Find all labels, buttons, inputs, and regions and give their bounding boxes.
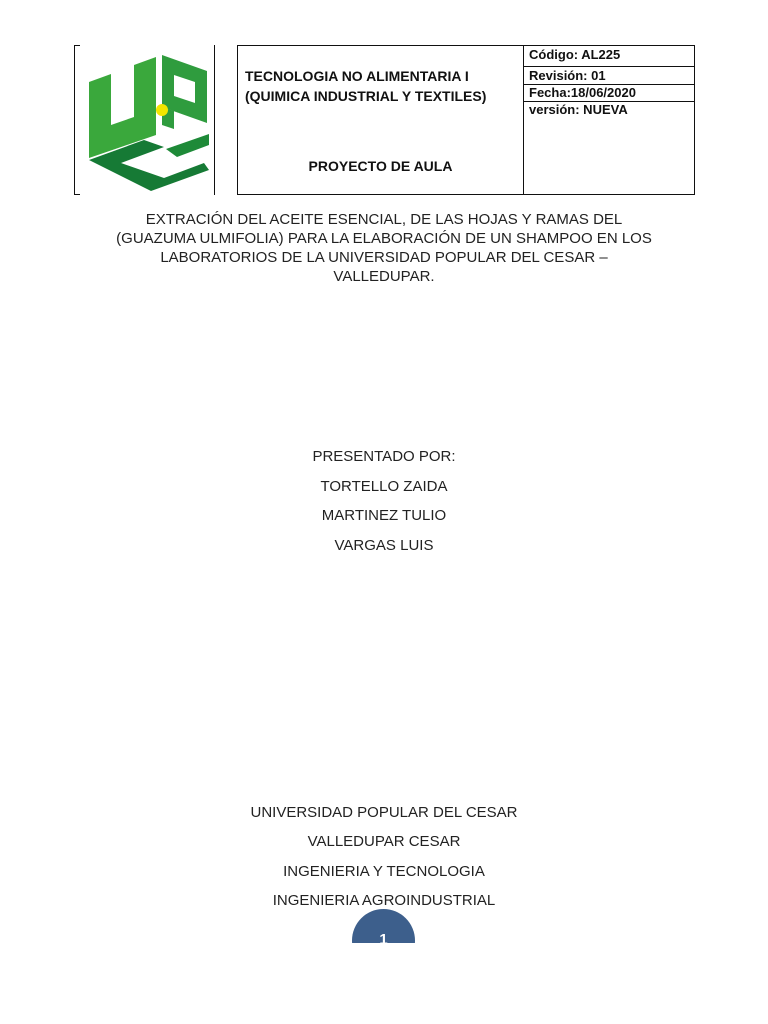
- project-title-line: VALLEDUPAR.: [333, 268, 435, 285]
- revision-field: Revisión: 01: [529, 68, 606, 83]
- header-title-cell: [238, 45, 523, 195]
- header-meta-cell: [523, 45, 695, 195]
- project-title-line: LABORATORIOS DE LA UNIVERSIDAD POPULAR DEL CESAR –: [160, 249, 608, 266]
- author-name: TORTELLO ZAIDA: [320, 478, 448, 495]
- author-name: VARGAS LUIS: [334, 537, 434, 554]
- university-logo: [74, 45, 237, 195]
- header-divider-1: [214, 45, 215, 195]
- course-name-line1: TECNOLOGIA NO ALIMENTARIA I: [245, 68, 469, 84]
- project-title-line: EXTRACIÓN DEL ACEITE ESENCIAL, DE LAS HOJAS Y RAMAS DEL: [145, 211, 623, 228]
- program-name: INGENIERIA AGROINDUSTRIAL: [272, 892, 496, 909]
- faculty-name: INGENIERIA Y TECNOLOGIA: [283, 863, 485, 880]
- meta-divider: [524, 66, 694, 67]
- project-title-line: (GUAZUMA ULMIFOLIA) PARA LA ELABORACIÓN DE UN SHAMPOO EN LOS: [116, 230, 652, 247]
- presented-by-label: PRESENTADO POR:: [312, 448, 456, 465]
- course-name-line2: (QUIMICA INDUSTRIAL Y TEXTILES): [245, 88, 487, 104]
- fecha-field: Fecha:18/06/2020: [529, 85, 636, 100]
- author-name: MARTINEZ TULIO: [321, 507, 447, 524]
- city-name: VALLEDUPAR CESAR: [307, 833, 461, 850]
- university-name: UNIVERSIDAD POPULAR DEL CESAR: [250, 804, 518, 821]
- document-type: PROYECTO DE AULA: [308, 158, 453, 174]
- page-number: 1: [379, 931, 388, 943]
- project-title: [0, 210, 768, 286]
- page-number-badge: [352, 909, 415, 943]
- version-field: versión: NUEVA: [529, 102, 628, 117]
- document-header: [74, 45, 694, 195]
- codigo-field: Código: AL225: [529, 47, 621, 62]
